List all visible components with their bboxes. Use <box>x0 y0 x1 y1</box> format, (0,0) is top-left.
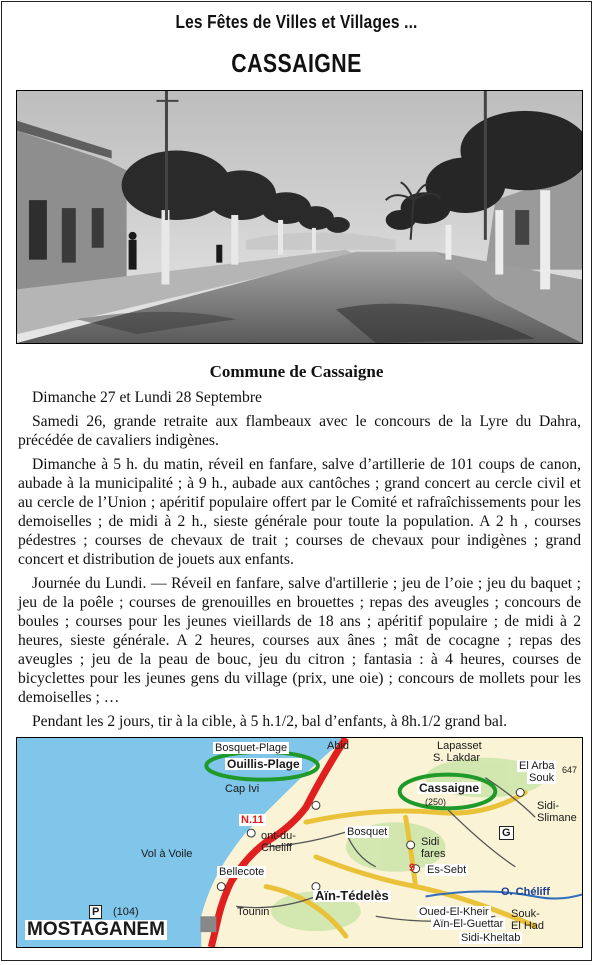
map-label-mostaganem-alt: (104) <box>113 906 139 918</box>
article-body <box>18 388 581 736</box>
map-label-bosquet-plage: Bosquet-Plage <box>215 742 288 754</box>
map-label-souk: Souk <box>529 772 555 784</box>
paragraph-sunday: Dimanche à 5 h. du matin, réveil en fanfare, salve d’artillerie de 101 coups de canon, aubade à la municipalité ; à 9 h., aubade aux cantôches ; grand concert au cercle civil et au cercle de l’Union ; apéritif populaire offert par le Comité et rafraîchissements pour les demoiselles ; de midi à 2 h., sieste générale pour toute la population. A 2 h , courses pédestres ; courses de chevaux de trait ; courses de chevaux pour indigènes ; grand concert et distribution de jouets aux enfants. <box>18 456 581 568</box>
section-title: Commune de Cassaigne <box>209 362 384 381</box>
map-label-es-sebt: Es-Sebt <box>427 864 467 876</box>
map-label-lapasset: Lapasset <box>437 740 482 752</box>
map-road-647: 647 <box>562 765 578 775</box>
map-label-el-arba: El Arba <box>519 760 555 772</box>
region-map <box>16 737 583 948</box>
map-label-sidi-kheltab: Sidi-Kheltab <box>461 932 521 944</box>
map-marker-parking: P <box>89 905 102 919</box>
paragraph-monday: Journée du Lundi. — Réveil en fanfare, salve d'artillerie ; jeu de l’oie ; jeu du baquet ; jeu de la poêle ; courses de grenouilles en brouettes ; repas des aveugles ; concours de boules ; courses pour les jeunes vieillards de 18 ans ; apéritif populaire ; de midi à 2 heures, sieste générale. A 2 heures, courses aux ânes ; mât de cocagne ; repas des aveugles ; jeu de la peau de bouc, jeu du citron ; fantasia : à 4 heures, courses de bicyclettes pour les jeunes gens du village (prix, une oie) ; concours de mollets pour les demoiselles ; … <box>18 575 581 706</box>
map-label-cap-ivi: Cap Ivi <box>225 783 260 795</box>
series-kicker: Les Fêtes de Villes et Villages ... <box>175 12 418 32</box>
map-label-ain-tedeles: Aïn-Tédelès <box>315 888 389 903</box>
map-label-sidi-slimane: Sidi- Slimane <box>537 800 577 824</box>
map-road-9: 9 <box>409 862 416 874</box>
map-label-bellecote: Bellecote <box>219 866 265 878</box>
map-label-cassaigne-alt: (250) <box>425 797 447 807</box>
map-label-tounin: Tounin <box>237 906 270 918</box>
map-label-vol-a-voile: Vol à Voile <box>141 848 193 860</box>
map-label-mont-du-cheliff: ont-du- Cheliff <box>261 830 296 854</box>
map-label-souk-el-had: Souk- El Had <box>511 908 545 932</box>
map-road-n11: N.11 <box>241 814 264 826</box>
paragraph-both-days: Pendant les 2 jours, tir à la cible, à 5 h.1/2, bal d’enfants, à 8h.1/2 grand bal. <box>32 713 508 730</box>
map-label-ain-el-guettar: Aïn-El-Guettar <box>433 918 504 930</box>
map-label-s-lakdar: S. Lakdar <box>433 752 481 764</box>
map-label-abid: Abid <box>327 740 350 752</box>
map-label-bosquet: Bosquet <box>347 826 388 838</box>
map-label-o-cheliff: O. Chéliff <box>501 886 550 898</box>
map-label-sidi-fares: Sidi fares <box>421 836 446 860</box>
map-label-oued-el-kheir: Oued-El-Kheir <box>419 906 489 918</box>
page-title: CASSAIGNE <box>231 48 362 78</box>
paragraph-saturday: Samedi 26, grande retraite aux flambeaux avec le concours de la Lyre du Dahra, précédée de cavaliers indigènes. <box>18 413 581 449</box>
map-label-cassaigne: Cassaigne <box>419 781 480 795</box>
map-label-ouillis-plage: Ouillis-Plage <box>227 757 300 771</box>
map-label-mostaganem: MOSTAGANEM <box>27 919 165 940</box>
map-marker-g: G <box>499 826 514 840</box>
page <box>1 1 592 961</box>
street-photo <box>16 90 583 344</box>
paragraph-dates: Dimanche 27 et Lundi 28 Septembre <box>32 389 262 406</box>
street-photo-image <box>17 91 582 343</box>
